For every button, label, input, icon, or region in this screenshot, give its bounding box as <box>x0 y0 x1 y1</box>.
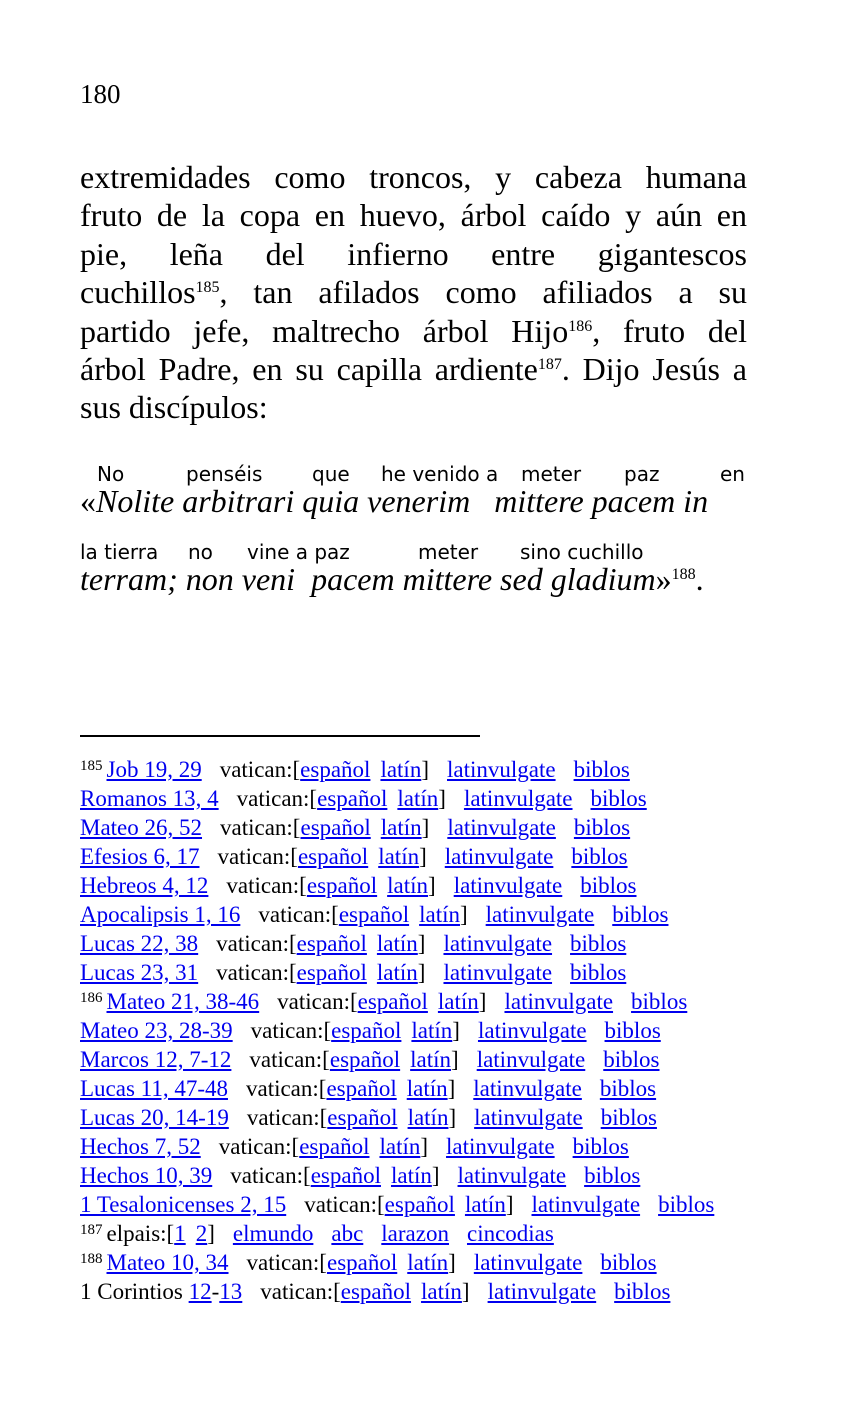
vatican-label: vatican:[ <box>220 815 301 840</box>
latin-link[interactable]: latín <box>407 1105 449 1130</box>
close-bracket: ] <box>461 1279 470 1304</box>
footnote-number: 186 <box>80 990 103 1006</box>
gloss-word: en <box>720 462 745 486</box>
scripture-link[interactable]: Mateo 26, 52 <box>80 815 203 840</box>
close-bracket: ] <box>478 989 487 1014</box>
latin-link[interactable]: latín <box>376 960 418 985</box>
close-bracket: ] <box>420 1134 429 1159</box>
gloss-word: No <box>97 462 125 486</box>
latin-link[interactable]: latín <box>407 1250 449 1275</box>
footnotes <box>80 755 760 1306</box>
espanol-link[interactable]: español <box>299 1134 370 1159</box>
scripture-link[interactable]: Lucas 20, 14-19 <box>80 1105 229 1130</box>
latin-text-2: terram; non veni pacem mittere sed gladium <box>80 561 656 597</box>
latinvulgate-link[interactable]: latinvulgate <box>447 757 556 782</box>
biblos-link[interactable]: biblos <box>571 844 628 869</box>
gloss-word: que <box>312 462 350 486</box>
vatican-label: vatican:[ <box>219 757 301 782</box>
latin-link[interactable]: latín <box>378 844 420 869</box>
latinvulgate-link[interactable]: latinvulgate <box>504 989 614 1014</box>
biblos-link[interactable]: biblos <box>570 931 627 956</box>
latinvulgate-link[interactable]: latinvulgate <box>457 1163 567 1188</box>
footnote-row <box>80 755 760 784</box>
biblos-link[interactable]: biblos <box>590 786 647 811</box>
elpais-link-2[interactable]: 2 <box>195 1221 208 1246</box>
vatican-label: vatican:[ <box>216 931 297 956</box>
biblos-link[interactable]: biblos <box>573 815 631 840</box>
scripture-link[interactable]: Mateo 21, 38-46 <box>106 989 260 1014</box>
close-bracket: ] <box>421 815 430 840</box>
vatican-label: vatican:[ <box>246 1105 328 1130</box>
espanol-link[interactable]: español <box>329 1047 401 1072</box>
biblos-link[interactable]: biblos <box>600 1250 657 1275</box>
biblos-link[interactable]: biblos <box>604 1018 661 1043</box>
espanol-link[interactable]: español <box>297 844 369 869</box>
biblos-link[interactable]: biblos <box>570 960 627 985</box>
close-bracket: ] <box>438 786 446 811</box>
latinvulgate-link[interactable]: latinvulgate <box>487 1279 597 1304</box>
footnote-row <box>80 958 760 987</box>
latin-link[interactable]: latín <box>411 1018 453 1043</box>
scripture-link[interactable]: Lucas 22, 38 <box>80 931 199 956</box>
close-bracket: ] <box>428 873 436 898</box>
footnote-row <box>80 784 760 813</box>
espanol-link[interactable]: español <box>326 1076 397 1101</box>
scripture-link[interactable]: Lucas 11, 47-48 <box>80 1076 228 1101</box>
latin-quote-line-2 <box>80 560 704 598</box>
latinvulgate-link[interactable]: latinvulgate <box>463 786 573 811</box>
footnote-divider <box>80 735 480 737</box>
vatican-label: vatican:[ <box>277 989 358 1014</box>
corintios-label: 1 Corintios <box>80 1279 189 1304</box>
footnote-row <box>80 1132 760 1161</box>
footnote-number: 185 <box>80 758 103 774</box>
close-bracket: ] <box>417 931 426 956</box>
close-bracket: ] <box>207 1221 215 1246</box>
latinvulgate-link[interactable]: latinvulgate <box>453 873 563 898</box>
close-bracket: ] <box>448 1250 456 1275</box>
period: . <box>695 561 704 597</box>
latin-link[interactable]: latín <box>437 989 479 1014</box>
latinvulgate-link[interactable]: latinvulgate <box>444 844 554 869</box>
biblos-link[interactable]: biblos <box>584 1163 641 1188</box>
latin-link[interactable]: latín <box>419 902 460 927</box>
footnote-row <box>80 1190 760 1219</box>
footnote-ref: 187 <box>537 355 562 373</box>
close-bracket: ] <box>452 1018 460 1043</box>
scripture-link[interactable]: Lucas 23, 31 <box>80 960 199 985</box>
close-bracket: ] <box>421 757 429 782</box>
latinvulgate-link[interactable]: latinvulgate <box>443 931 553 956</box>
biblos-link[interactable]: biblos <box>614 1279 671 1304</box>
biblos-link[interactable]: biblos <box>658 1192 715 1217</box>
footnote-row <box>80 842 760 871</box>
latinvulgate-link[interactable]: latinvulgate <box>447 815 556 840</box>
espanol-link[interactable]: español <box>296 931 367 956</box>
news-link-larazon[interactable]: larazon <box>381 1221 449 1246</box>
biblos-link[interactable]: biblos <box>603 1047 660 1072</box>
gloss-word: meter <box>521 462 582 486</box>
scripture-link[interactable]: Apocalipsis 1, 16 <box>80 902 241 927</box>
vatican-label: vatican:[ <box>250 1018 332 1043</box>
espanol-link[interactable]: español <box>300 757 371 782</box>
espanol-link[interactable]: español <box>327 1105 398 1130</box>
vatican-label: vatican:[ <box>246 1250 327 1275</box>
vatican-label: vatican:[ <box>230 1163 311 1188</box>
close-bracket: ] <box>451 1047 459 1072</box>
paragraph-text: árbol Padre, en su capilla ardiente <box>80 350 538 387</box>
footnote-number: 188 <box>80 1251 103 1267</box>
latin-link[interactable]: latín <box>387 873 429 898</box>
footnote-ref: 185 <box>195 279 220 297</box>
footnote-row <box>80 929 760 958</box>
close-bracket: ] <box>505 1192 514 1217</box>
espanol-link[interactable]: español <box>310 1163 381 1188</box>
footnote-row <box>80 1074 760 1103</box>
latin-link[interactable]: latín <box>390 1163 432 1188</box>
latin-link[interactable]: latín <box>421 1279 462 1304</box>
gloss-word: sino cuchillo <box>520 540 644 564</box>
latinvulgate-link[interactable]: latinvulgate <box>443 960 553 985</box>
latinvulgate-link[interactable]: latinvulgate <box>476 1047 586 1072</box>
vatican-label: vatican:[ <box>236 786 318 811</box>
close-bracket: ] <box>447 1076 456 1101</box>
biblos-link[interactable]: biblos <box>572 1134 629 1159</box>
espanol-link[interactable]: español <box>331 1018 402 1043</box>
gloss-word: la tierra <box>80 540 159 564</box>
espanol-link[interactable]: español <box>384 1192 455 1217</box>
espanol-link[interactable]: español <box>296 960 367 985</box>
footnote-number: 187 <box>80 1222 103 1238</box>
footnote-row <box>80 1161 760 1190</box>
scripture-link[interactable]: Romanos 13, 4 <box>80 786 219 811</box>
latinvulgate-link[interactable]: latinvulgate <box>474 1105 583 1130</box>
latin-link[interactable]: latín <box>406 1076 448 1101</box>
latinvulgate-link[interactable]: latinvulgate <box>477 1018 587 1043</box>
vatican-label: vatican:[ <box>245 1076 327 1101</box>
footnote-row <box>80 871 760 900</box>
vatican-label: vatican:[ <box>218 1134 300 1159</box>
scripture-link[interactable]: Efesios 6, 17 <box>80 844 200 869</box>
paragraph-text: , tan afilados como afiliados a su <box>219 274 747 311</box>
footnote-row-corintios <box>80 1277 760 1306</box>
vatican-label: vatican:[ <box>216 960 297 985</box>
news-link-elmundo[interactable]: elmundo <box>232 1221 314 1246</box>
biblos-link[interactable]: biblos <box>573 757 630 782</box>
close-bracket: ] <box>431 1163 440 1188</box>
scripture-link[interactable]: Mateo 10, 34 <box>106 1250 229 1275</box>
biblos-link[interactable]: biblos <box>631 989 688 1014</box>
scripture-link[interactable]: Hechos 10, 39 <box>80 1163 213 1188</box>
chapter-link-13[interactable]: 13 <box>219 1279 243 1304</box>
paragraph-line: fruto de la copa en huevo, árbol caído y aún en <box>80 197 747 234</box>
latin-link[interactable]: latín <box>380 815 422 840</box>
scripture-link[interactable]: Mateo 23, 28-39 <box>80 1018 233 1043</box>
gloss-word: penséis <box>186 462 263 486</box>
news-link-abc[interactable]: abc <box>331 1221 364 1246</box>
footnote-row-188 <box>80 1248 760 1277</box>
elpais-label: elpais:[ <box>106 1221 175 1246</box>
paragraph-line: pie, leña del infierno entre gigantescos <box>80 235 747 272</box>
latin-link[interactable]: latín <box>397 786 439 811</box>
latinvulgate-link[interactable]: latinvulgate <box>531 1192 641 1217</box>
footnote-ref: 186 <box>568 317 593 335</box>
gloss-word: vine a paz <box>247 540 350 564</box>
paragraph-line: sus discípulos: <box>80 389 268 426</box>
close-quote: » <box>655 561 672 597</box>
latin-link[interactable]: latín <box>379 1134 421 1159</box>
footnote-row <box>80 1016 760 1045</box>
footnote-row <box>80 1045 760 1074</box>
espanol-link[interactable]: español <box>300 815 371 840</box>
biblos-link[interactable]: biblos <box>612 902 669 927</box>
footnote-row <box>80 900 760 929</box>
close-bracket: ] <box>448 1105 457 1130</box>
gloss-word: paz <box>624 462 660 486</box>
dash: - <box>211 1279 220 1304</box>
footnote-row <box>80 987 760 1016</box>
close-bracket: ] <box>417 960 426 985</box>
espanol-link[interactable]: español <box>340 1279 412 1304</box>
espanol-link[interactable]: español <box>357 989 428 1014</box>
paragraph-text: partido jefe, maltrecho árbol Hijo <box>80 312 569 349</box>
latin-quote-line-1 <box>80 482 708 520</box>
gloss-word: meter <box>418 540 479 564</box>
main-paragraph <box>80 158 747 427</box>
paragraph-text: cuchillos <box>80 274 196 311</box>
paragraph-line: extremidades como troncos, y cabeza humana <box>80 159 747 195</box>
close-bracket: ] <box>459 902 468 927</box>
latin-link[interactable]: latín <box>376 931 418 956</box>
espanol-link[interactable]: español <box>317 786 388 811</box>
latinvulgate-link[interactable]: latinvulgate <box>446 1134 555 1159</box>
latin-link[interactable]: latín <box>380 757 422 782</box>
espanol-link[interactable]: español <box>338 902 410 927</box>
paragraph-text: . Dijo Jesús a <box>561 350 747 387</box>
footnote-ref-188: 188 <box>671 566 696 583</box>
gloss-word: he venido a <box>381 462 499 486</box>
vatican-label: vatican:[ <box>304 1192 385 1217</box>
gloss-word: no <box>188 540 213 564</box>
scripture-link[interactable]: Marcos 12, 7-12 <box>80 1047 232 1072</box>
footnote-row <box>80 1103 760 1132</box>
latinvulgate-link[interactable]: latinvulgate <box>485 902 595 927</box>
latin-link[interactable]: latín <box>464 1192 506 1217</box>
vatican-label: vatican:[ <box>217 844 298 869</box>
close-bracket: ] <box>419 844 427 869</box>
biblos-link[interactable]: biblos <box>599 1076 657 1101</box>
vatican-label: vatican:[ <box>260 1279 341 1304</box>
vatican-label: vatican:[ <box>258 902 339 927</box>
page-number: 180 <box>80 79 121 109</box>
chapter-link-12[interactable]: 12 <box>188 1279 212 1304</box>
latinvulgate-link[interactable]: latinvulgate <box>473 1250 583 1275</box>
news-link-cincodias[interactable]: cincodias <box>466 1221 554 1246</box>
paragraph-line <box>80 312 747 350</box>
scripture-link[interactable]: 1 Tesalonicenses 2, 15 <box>80 1192 287 1217</box>
paragraph-line <box>80 273 747 311</box>
vatican-label: vatican:[ <box>249 1047 330 1072</box>
paragraph-line <box>80 350 747 388</box>
latin-text-1: Nolite arbitrari quia venerim mittere pacem in <box>96 483 709 519</box>
footnote-row <box>80 813 760 842</box>
vatican-label: vatican:[ <box>226 873 307 898</box>
scripture-link[interactable]: Job 19, 29 <box>106 757 202 782</box>
espanol-link[interactable]: español <box>326 1250 398 1275</box>
espanol-link[interactable]: español <box>306 873 378 898</box>
paragraph-text: , fruto del <box>592 312 748 349</box>
open-quote: « <box>80 483 96 519</box>
latin-link[interactable]: latín <box>410 1047 452 1072</box>
biblos-link[interactable]: biblos <box>600 1105 657 1130</box>
scripture-link[interactable]: Hechos 7, 52 <box>80 1134 201 1159</box>
footnote-row-187 <box>80 1219 760 1248</box>
biblos-link[interactable]: biblos <box>580 873 637 898</box>
elpais-link-1[interactable]: 1 <box>174 1221 186 1246</box>
scripture-link[interactable]: Hebreos 4, 12 <box>80 873 209 898</box>
latinvulgate-link[interactable]: latinvulgate <box>473 1076 582 1101</box>
